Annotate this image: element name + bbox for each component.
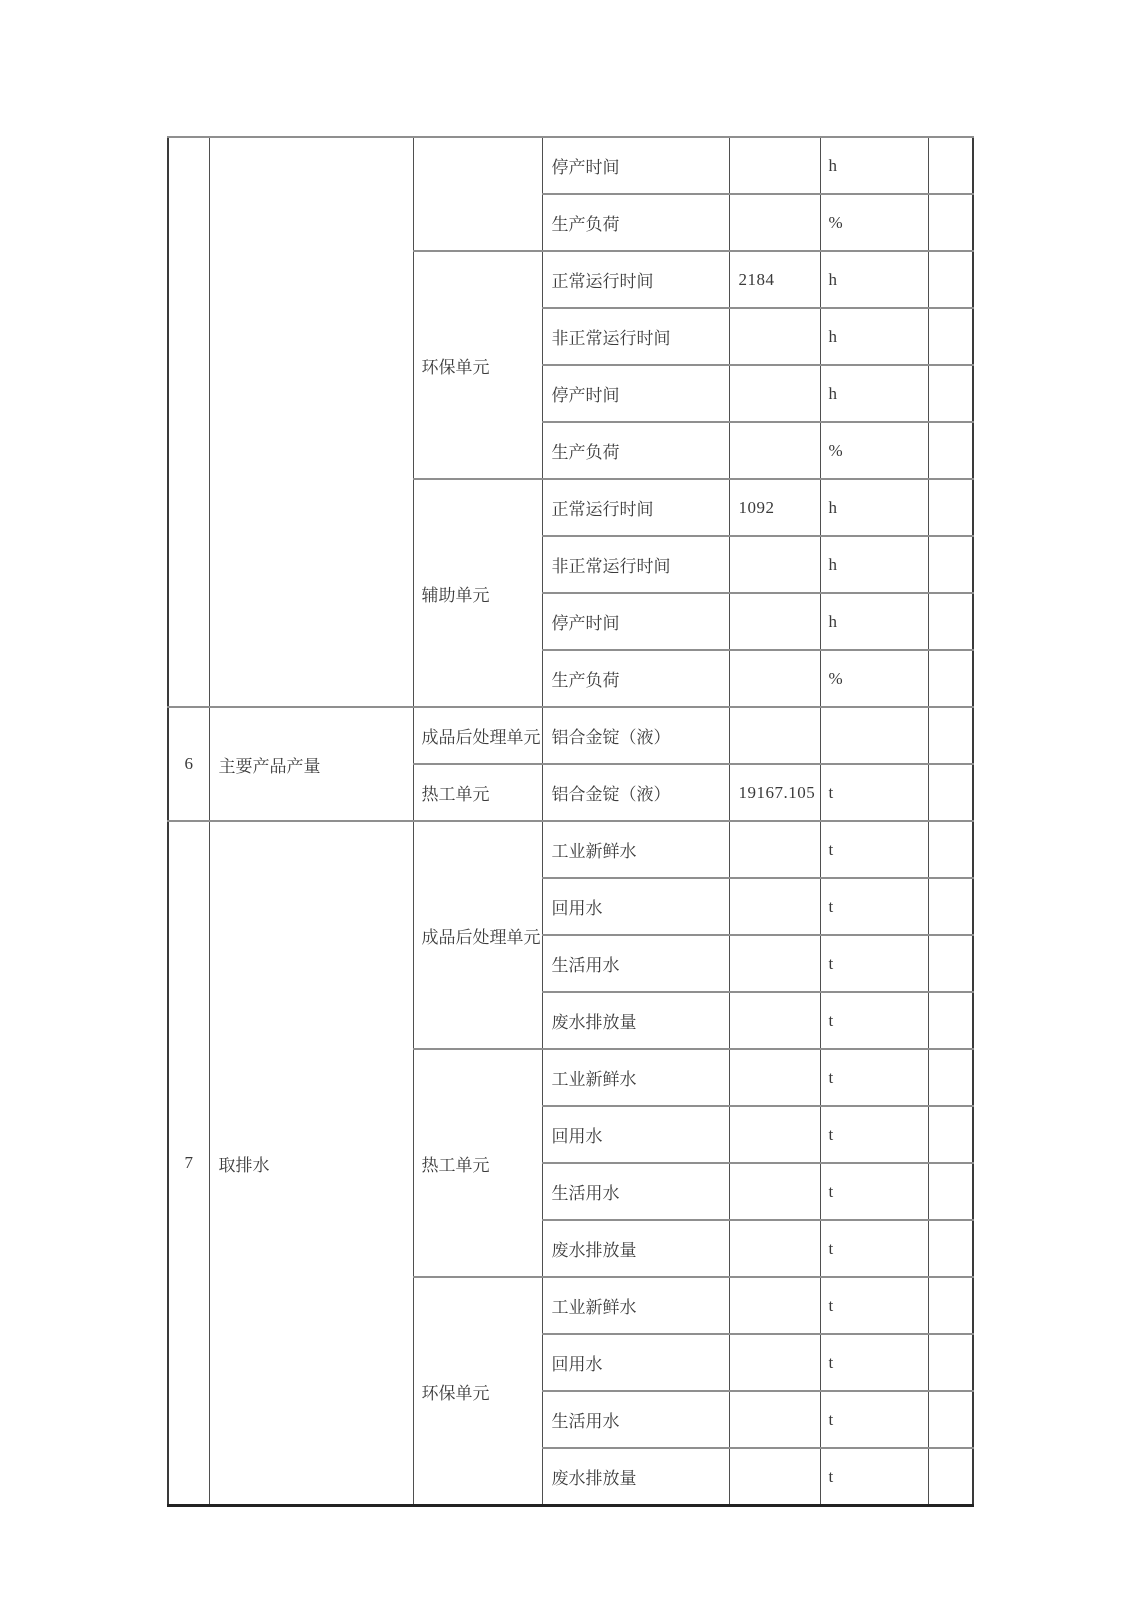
cell-unit: h: [820, 593, 928, 650]
cell-remark: [928, 1106, 973, 1163]
cell-remark: [928, 1220, 973, 1277]
cell-value: [729, 1049, 820, 1106]
cell-unit: t: [820, 1334, 928, 1391]
cell-item: 生产负荷: [542, 650, 729, 707]
cell-item: 生产负荷: [542, 194, 729, 251]
cell-value: [729, 935, 820, 992]
cell-unit: t: [820, 1106, 928, 1163]
unit-group-label: 成品后处理单元: [413, 821, 542, 1049]
cell-unit: t: [820, 1448, 928, 1506]
cell-value: [729, 536, 820, 593]
cell-remark: [928, 1391, 973, 1448]
cell-value: 1092: [729, 479, 820, 536]
cell-unit: h: [820, 536, 928, 593]
cell-item: 停产时间: [542, 593, 729, 650]
cell-value: [729, 821, 820, 878]
section-number: 7: [168, 821, 209, 1506]
cell-unit: %: [820, 422, 928, 479]
unit-group-label: 环保单元: [413, 1277, 542, 1506]
cell-item: 废水排放量: [542, 1448, 729, 1506]
cell-remark: [928, 365, 973, 422]
cell-item: 正常运行时间: [542, 251, 729, 308]
cell-remark: [928, 593, 973, 650]
cell-item: 正常运行时间: [542, 479, 729, 536]
cell-value: [729, 365, 820, 422]
unit-group-label: 环保单元: [413, 251, 542, 479]
cell-remark: [928, 422, 973, 479]
cell-remark: [928, 764, 973, 821]
cell-remark: [928, 137, 973, 194]
cell-value: [729, 707, 820, 764]
cell-value: [729, 308, 820, 365]
cell-unit: [820, 707, 928, 764]
cell-remark: [928, 1277, 973, 1334]
cell-unit: %: [820, 650, 928, 707]
cell-unit: h: [820, 365, 928, 422]
unit-group-label: [413, 137, 542, 251]
cell-remark: [928, 878, 973, 935]
cell-remark: [928, 536, 973, 593]
production-report-table: [167, 136, 974, 1507]
cell-item: 工业新鲜水: [542, 821, 729, 878]
cell-remark: [928, 479, 973, 536]
cell-unit: t: [820, 1391, 928, 1448]
cell-item: 回用水: [542, 878, 729, 935]
cell-unit: h: [820, 308, 928, 365]
cell-value: [729, 878, 820, 935]
cell-remark: [928, 308, 973, 365]
cell-item: 废水排放量: [542, 992, 729, 1049]
cell-value: [729, 1163, 820, 1220]
cell-value: [729, 1448, 820, 1506]
cell-unit: t: [820, 935, 928, 992]
cell-item: 停产时间: [542, 365, 729, 422]
cell-remark: [928, 194, 973, 251]
cell-value: [729, 1106, 820, 1163]
unit-group-label: 辅助单元: [413, 479, 542, 707]
section-category: 取排水: [209, 821, 413, 1506]
cell-remark: [928, 1334, 973, 1391]
cell-item: 铝合金锭（液）: [542, 707, 729, 764]
cell-value: [729, 593, 820, 650]
cell-item: 非正常运行时间: [542, 308, 729, 365]
cell-item: 生活用水: [542, 1391, 729, 1448]
cell-unit: h: [820, 479, 928, 536]
unit-group-label: 成品后处理单元: [413, 707, 542, 764]
cell-unit: t: [820, 1163, 928, 1220]
cell-item: 工业新鲜水: [542, 1277, 729, 1334]
cell-value: 19167.105: [729, 764, 820, 821]
cell-value: [729, 1277, 820, 1334]
cell-unit: t: [820, 878, 928, 935]
cell-remark: [928, 650, 973, 707]
cell-item: 生活用水: [542, 1163, 729, 1220]
cell-value: [729, 1334, 820, 1391]
unit-group-label: 热工单元: [413, 764, 542, 821]
unit-group-label: 热工单元: [413, 1049, 542, 1277]
cell-value: [729, 194, 820, 251]
cell-value: [729, 650, 820, 707]
section-category: 主要产品产量: [209, 707, 413, 821]
cell-remark: [928, 935, 973, 992]
table-row: [168, 821, 973, 878]
cell-unit: h: [820, 137, 928, 194]
cell-remark: [928, 992, 973, 1049]
cell-remark: [928, 1448, 973, 1506]
cell-item: 生产负荷: [542, 422, 729, 479]
cell-item: 废水排放量: [542, 1220, 729, 1277]
cell-item: 生活用水: [542, 935, 729, 992]
cell-unit: t: [820, 1277, 928, 1334]
cell-value: [729, 1220, 820, 1277]
cell-remark: [928, 821, 973, 878]
cell-unit: t: [820, 1049, 928, 1106]
cell-unit: t: [820, 821, 928, 878]
cell-unit: t: [820, 1220, 928, 1277]
table-row: [168, 137, 973, 194]
cell-item: 回用水: [542, 1106, 729, 1163]
cell-item: 铝合金锭（液）: [542, 764, 729, 821]
cell-item: 非正常运行时间: [542, 536, 729, 593]
cell-unit: t: [820, 764, 928, 821]
cell-item: 停产时间: [542, 137, 729, 194]
table-row: [168, 707, 973, 764]
cell-value: 2184: [729, 251, 820, 308]
cell-value: [729, 137, 820, 194]
cell-item: 工业新鲜水: [542, 1049, 729, 1106]
cell-value: [729, 1391, 820, 1448]
cell-remark: [928, 1049, 973, 1106]
cell-unit: h: [820, 251, 928, 308]
section-category: [209, 137, 413, 707]
cell-unit: %: [820, 194, 928, 251]
cell-remark: [928, 1163, 973, 1220]
cell-value: [729, 992, 820, 1049]
cell-value: [729, 422, 820, 479]
section-number: 6: [168, 707, 209, 821]
cell-remark: [928, 707, 973, 764]
section-number: [168, 137, 209, 707]
cell-unit: t: [820, 992, 928, 1049]
cell-remark: [928, 251, 973, 308]
cell-item: 回用水: [542, 1334, 729, 1391]
